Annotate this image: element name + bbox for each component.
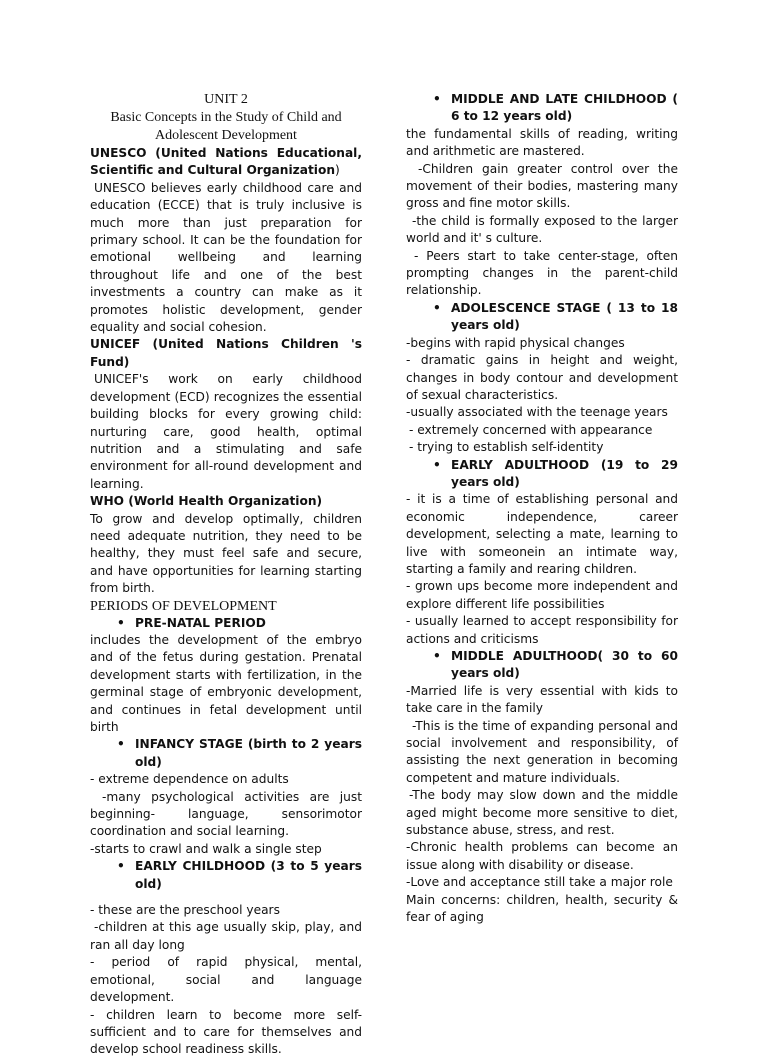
who-body: To grow and develop optimally, children need adequate nutrition, they need to be healthy, they must feel safe and secure, and have opportunities for learning starting from birth. bbox=[90, 511, 362, 596]
middle-adulthood-bullet bbox=[406, 648, 678, 683]
middle-late-label: MIDDLE AND LATE CHILDHOOD ( 6 to 12 years old) bbox=[451, 92, 678, 124]
unicef-heading: UNICEF (United Nations Children 's Fund) bbox=[90, 337, 362, 369]
infancy-line: -starts to crawl and walk a single step bbox=[90, 841, 322, 856]
middle-adulthood-line: -Love and acceptance still take a major role bbox=[406, 875, 673, 890]
bullet-icon: • bbox=[117, 737, 125, 752]
adolescence-line: - dramatic gains in height and weight, changes in body contour and development of sexual characteristics. bbox=[406, 353, 678, 402]
unesco-heading bbox=[90, 145, 362, 180]
adolescence-line: - trying to establish self-identity bbox=[409, 440, 604, 455]
early-adulthood-label: EARLY ADULTHOOD (19 to 29 years old) bbox=[451, 457, 678, 489]
prenatal-label: PRE-NATAL PERIOD bbox=[135, 615, 266, 630]
bullet-icon: • bbox=[433, 649, 441, 663]
bullet-icon: • bbox=[433, 92, 441, 106]
bullet-icon: • bbox=[433, 457, 441, 472]
prenatal-bullet bbox=[90, 615, 362, 632]
unesco-heading-end: ) bbox=[335, 163, 340, 178]
unesco-heading-text: UNESCO (United Nations Educational, Scientific and Cultural Organization bbox=[90, 146, 362, 178]
prenatal-body: includes the development of the embryo and of the fetus during gestation. Prenatal development starts with fertilization, in the germinal stage of embryonic development, and continues in fetal development until birth bbox=[90, 632, 362, 734]
middle-late-bullet bbox=[406, 91, 678, 126]
unit-label: UNIT 2 bbox=[204, 92, 248, 107]
doc-title-line1: Basic Concepts in the Study of Child and bbox=[110, 110, 342, 125]
periods-heading: PERIODS OF DEVELOPMENT bbox=[90, 598, 277, 614]
early-adulthood-bullet bbox=[406, 457, 678, 492]
middle-adulthood-label: MIDDLE ADULTHOOD( 30 to 60 years old) bbox=[451, 649, 678, 681]
middle-late-line: -the child is formally exposed to the larger world and it' s culture. bbox=[406, 213, 678, 246]
middle-late-line: the fundamental skills of reading, writing and arithmetic are mastered. bbox=[406, 126, 678, 159]
early-childhood-bullet bbox=[90, 858, 362, 893]
middle-late-line: -Children gain greater control over the movement of their bodies, mastering many gross and fine motor skills. bbox=[406, 161, 678, 211]
early-childhood-line: -children at this age usually skip, play, and ran all day long bbox=[90, 920, 362, 952]
middle-late-line: - Peers start to take center-stage, often prompting changes in the parent-child relationship. bbox=[406, 248, 678, 298]
right-column bbox=[406, 91, 678, 927]
left-column bbox=[90, 91, 362, 1059]
early-childhood-line: - these are the preschool years bbox=[90, 903, 280, 918]
early-adulthood-line: - it is a time of establishing personal and economic independence, career development, selecting a mate, learning to live with someonein an intimate way, starting a family and rearing children. bbox=[406, 492, 678, 576]
who-heading: WHO (World Health Organization) bbox=[90, 494, 323, 509]
adolescence-label: ADOLESCENCE STAGE ( 13 to 18 years old) bbox=[451, 300, 678, 333]
early-childhood-line: - period of rapid physical, mental, emotional, social and language development. bbox=[90, 955, 362, 1005]
middle-adulthood-line: -This is the time of expanding personal and social involvement and responsibility, of assisting the next generation in becoming competent and mature individuals. bbox=[406, 718, 678, 785]
bullet-icon: • bbox=[117, 615, 125, 630]
adolescence-line: -usually associated with the teenage years bbox=[406, 405, 668, 420]
bullet-icon: • bbox=[117, 859, 125, 874]
doc-title-line2: Adolescent Development bbox=[155, 128, 297, 143]
middle-adulthood-line: -Married life is very essential with kids to take care in the family bbox=[406, 683, 678, 716]
middle-adulthood-line: Main concerns: children, health, security & fear of aging bbox=[406, 892, 678, 925]
unesco-body: UNESCO believes early childhood care and education (ECCE) that is truly inclusive is much more than just preparation for primary school. It can be the foundation for emotional wellbeing and learning throughout life and one of the best investments a country can make as it promotes holistic development, gender equality and social cohesion. bbox=[90, 180, 362, 335]
middle-adulthood-line: -Chronic health problems can become an issue along with disability or disease. bbox=[406, 840, 678, 872]
early-adulthood-line: - usually learned to accept responsibility for actions and criticisms bbox=[406, 614, 678, 646]
early-adulthood-line: - grown ups become more independent and explore different life possibilities bbox=[406, 579, 678, 611]
early-childhood-label: EARLY CHILDHOOD (3 to 5 years old) bbox=[135, 859, 362, 891]
infancy-bullet bbox=[90, 736, 362, 771]
unicef-body: UNICEF's work on early childhood development (ECD) recognizes the essential building blocks for every growing child: nurturing care, good health, optimal nutrition and a stimulating and safe environment for all-round development and learning. bbox=[90, 372, 362, 491]
adolescence-line: -begins with rapid physical changes bbox=[406, 335, 625, 350]
infancy-label: INFANCY STAGE (birth to 2 years old) bbox=[135, 737, 362, 769]
infancy-line: - extreme dependence on adults bbox=[90, 772, 289, 787]
middle-adulthood-line: -The body may slow down and the middle aged might become more sensitive to diet, substance abuse, stress, and rest. bbox=[406, 788, 678, 838]
early-childhood-line: - children learn to become more self-sufficient and to care for themselves and develop school readiness skills. bbox=[90, 1007, 362, 1057]
adolescence-line: - extremely concerned with appearance bbox=[409, 422, 653, 437]
spacer bbox=[90, 893, 362, 902]
bullet-icon: • bbox=[433, 300, 441, 315]
adolescence-bullet bbox=[406, 300, 678, 335]
infancy-line: -many psychological activities are just beginning- language, sensorimotor coordination and social learning. bbox=[90, 789, 362, 839]
